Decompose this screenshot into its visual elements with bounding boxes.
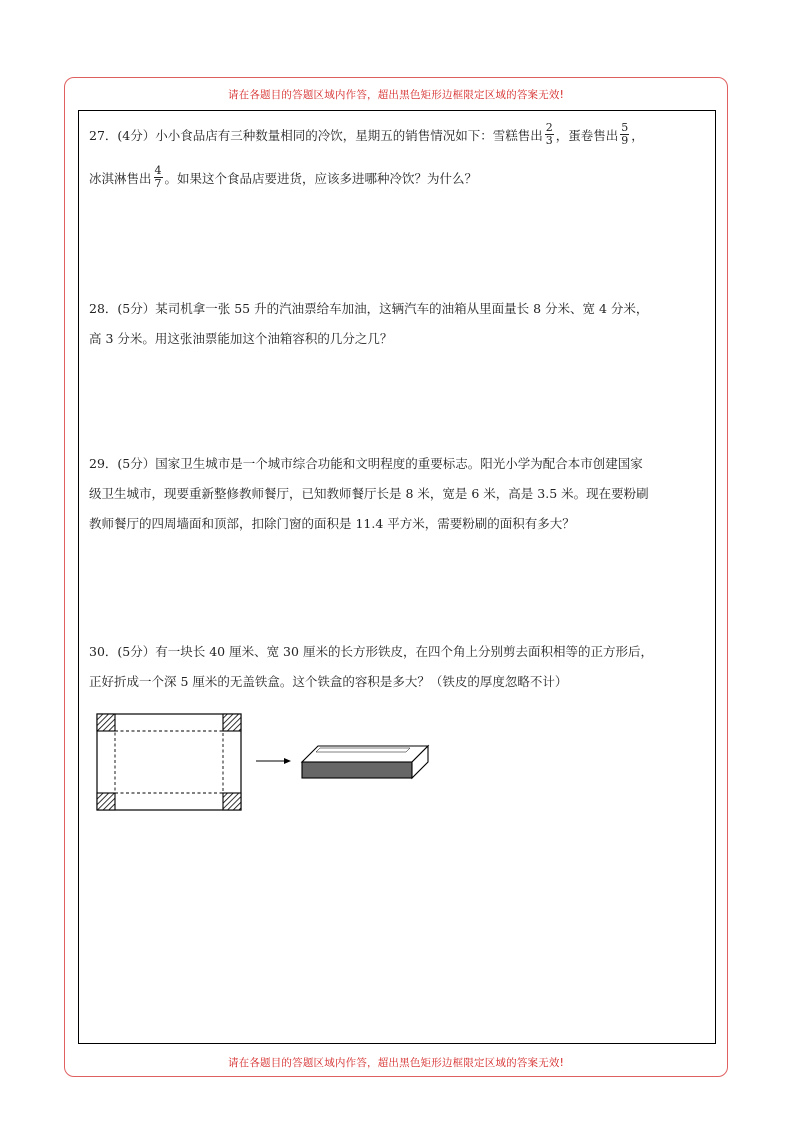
q27-mid: ，蛋卷售出 xyxy=(555,128,619,143)
fraction-two-thirds xyxy=(545,122,554,147)
fraction-denominator: 7 xyxy=(154,177,162,190)
flat-sheet-diagram xyxy=(97,714,241,810)
box-inner-edge xyxy=(316,748,410,752)
question-29-line-3: 教师餐厅的四周墙面和顶部，扣除门窗的面积是 11.4 平方米，需要粉刷的面积有多大？ xyxy=(89,516,575,531)
box-front-face xyxy=(302,762,412,778)
answer-box-border xyxy=(78,110,716,1044)
open-box-diagram xyxy=(302,746,428,778)
fraction-denominator: 3 xyxy=(545,134,553,147)
fraction-five-ninths xyxy=(620,122,629,147)
cut-corner-bottom-right xyxy=(223,793,241,810)
question-28-line-2: 高 3 分米。用这张油票能加这个油箱容积的几分之几？ xyxy=(89,331,393,346)
tin-box-figure xyxy=(94,711,439,815)
q27-comma: ， xyxy=(631,128,644,143)
fraction-numerator: 5 xyxy=(621,121,629,134)
fraction-numerator: 4 xyxy=(154,164,162,177)
question-28 xyxy=(89,294,707,354)
fraction-numerator: 2 xyxy=(545,121,553,134)
question-29-line-1: 29．(5分）国家卫生城市是一个城市综合功能和文明程度的重要标志。阳光小学为配合本市创建国家 xyxy=(89,456,643,471)
cut-corner-top-right xyxy=(223,714,241,731)
q27-line2-suffix: 。如果这个食品店要进货，应该多进哪种冷饮？为什么？ xyxy=(164,171,478,186)
question-30-line-2: 正好折成一个深 5 厘米的无盖铁盒。这个铁盒的容积是多大？（铁皮的厚度忽略不计） xyxy=(89,674,568,689)
q27-line2-prefix: 冰淇淋售出 xyxy=(89,171,152,186)
fraction-denominator: 9 xyxy=(621,134,629,147)
cut-corner-top-left xyxy=(97,714,115,731)
arrow-icon xyxy=(256,758,291,764)
fraction-four-sevenths xyxy=(154,165,163,190)
cut-corner-bottom-left xyxy=(97,793,115,810)
top-notice: 请在各题目的答题区域内作答，超出黑色矩形边框限定区域的答案无效! xyxy=(227,89,565,101)
question-29-line-2: 级卫生城市，现要重新整修教师餐厅，已知教师餐厅长是 8 米，宽是 6 米，高是 3.5 米。现在要粉刷 xyxy=(89,486,649,501)
question-27 xyxy=(89,121,707,194)
q27-prefix: 27．(4分）小小食品店有三种数量相同的冷饮，星期五的销售情况如下：雪糕售出 xyxy=(89,128,543,143)
question-27-line-2 xyxy=(89,164,707,194)
sheet-outline xyxy=(97,714,241,810)
question-30-line-1: 30．(5分）有一块长 40 厘米、宽 30 厘米的长方形铁皮，在四个角上分别剪去面积相等的正方形后， xyxy=(89,644,653,659)
question-27-line-1 xyxy=(89,121,707,151)
bottom-notice: 请在各题目的答题区域内作答，超出黑色矩形边框限定区域的答案无效! xyxy=(227,1057,565,1069)
question-28-line-1: 28．(5分）某司机拿一张 55 升的汽油票给车加油，这辆汽车的油箱从里面量长 8 分米、宽 4 分米， xyxy=(89,301,649,316)
question-29 xyxy=(89,449,707,539)
question-30 xyxy=(89,637,707,697)
